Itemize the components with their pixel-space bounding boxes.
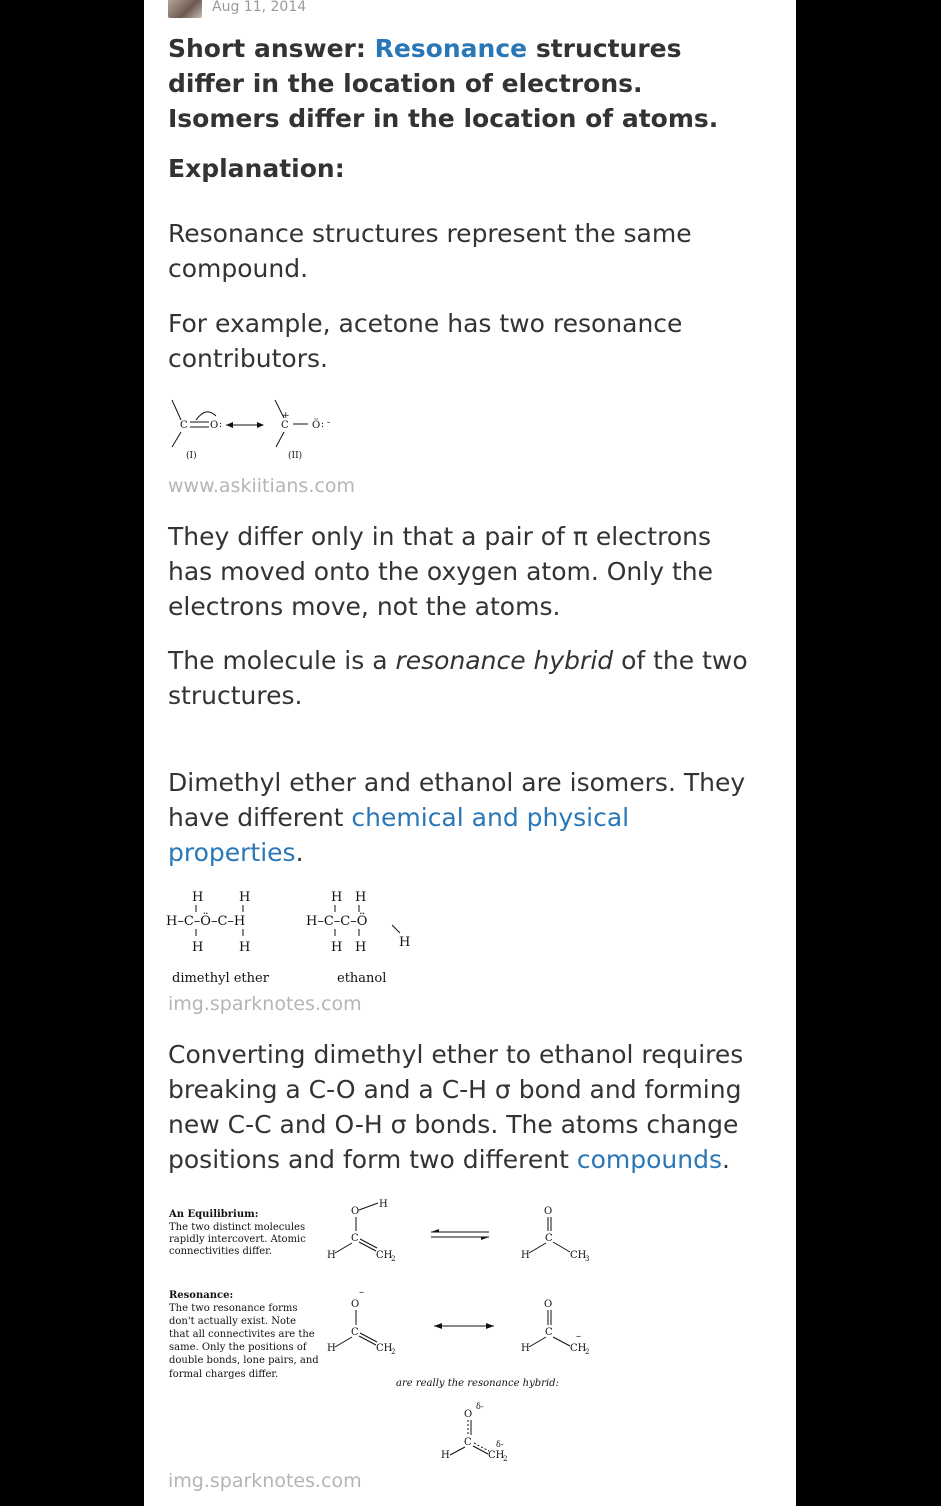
- svg-text:double bonds, lone pairs, and: double bonds, lone pairs, and: [169, 1355, 319, 1366]
- svg-text:H–C–C–Ö: H–C–C–Ö: [306, 914, 368, 929]
- svg-text:δ-: δ-: [476, 1402, 484, 1411]
- svg-text:connectivities differ.: connectivities differ.: [169, 1246, 273, 1257]
- image-source-3[interactable]: img.sparknotes.com: [168, 1470, 362, 1492]
- svg-text:–: –: [576, 1331, 581, 1342]
- svg-text:+: +: [282, 411, 290, 421]
- hybrid-caption: are really the resonance hybrid:: [396, 1378, 559, 1389]
- paragraph-6: Converting dimethyl ether to ethanol requires breaking a C-O and a C-H σ bond and forming new C-C and O-H σ bonds. The atoms change positions and form two different compounds.: [168, 1040, 744, 1174]
- fig1-label-i: (I): [186, 451, 197, 461]
- svg-text:CH: CH: [376, 1250, 393, 1261]
- svg-text:CH: CH: [570, 1250, 587, 1261]
- svg-text:O: O: [351, 1299, 360, 1310]
- svg-text:H: H: [379, 1199, 388, 1210]
- svg-text:H: H: [521, 1250, 530, 1261]
- svg-text:H: H: [331, 890, 343, 905]
- svg-text:H: H: [399, 935, 411, 950]
- properties-link[interactable]: chemical and physical properties: [168, 803, 630, 867]
- svg-text:H: H: [239, 940, 251, 955]
- label-ethanol: ethanol: [337, 971, 387, 986]
- paragraph-2: For example, acetone has two resonance contributors.: [168, 309, 683, 373]
- avatar[interactable]: [168, 0, 202, 18]
- explanation-heading: Explanation:: [168, 154, 345, 183]
- svg-text:C: C: [180, 420, 188, 431]
- svg-text:H: H: [331, 940, 343, 955]
- image-source-2[interactable]: img.sparknotes.com: [168, 993, 362, 1015]
- svg-text:same. Only the positions of: same. Only the positions of: [169, 1342, 307, 1353]
- svg-text:CH: CH: [376, 1343, 393, 1354]
- svg-text:The two distinct molecules: The two distinct molecules: [169, 1222, 306, 1233]
- svg-text:An Equilibrium:: An Equilibrium:: [169, 1209, 259, 1220]
- svg-text:C: C: [545, 1233, 553, 1244]
- svg-text:2: 2: [503, 1455, 508, 1463]
- svg-text:rapidly intercovert. Atomic: rapidly intercovert. Atomic: [169, 1234, 306, 1245]
- compounds-link[interactable]: compounds: [576, 1145, 722, 1174]
- svg-text:O: O: [210, 420, 219, 431]
- svg-text:O: O: [544, 1299, 553, 1310]
- fig1-label-ii: (II): [288, 451, 303, 461]
- svg-text:-: -: [327, 418, 331, 428]
- svg-text:H: H: [355, 940, 367, 955]
- svg-text:H: H: [192, 890, 204, 905]
- svg-text::: :: [321, 420, 325, 430]
- svg-text:H: H: [355, 890, 367, 905]
- answer-card: [144, 0, 796, 1506]
- svg-text:CH: CH: [570, 1343, 587, 1354]
- svg-text:–: –: [359, 1287, 364, 1298]
- svg-text:C: C: [545, 1327, 553, 1338]
- isomers-figure: [166, 885, 426, 990]
- short-answer: Short answer: Resonance structures differ in the location of electrons. Isomers differ in the location of atoms.: [168, 34, 719, 133]
- svg-text:3: 3: [585, 1255, 590, 1263]
- svg-text:H: H: [441, 1450, 450, 1461]
- paragraph-4: The molecule is a resonance hybrid of the two structures.: [168, 646, 748, 710]
- svg-text:don't actually exist. Note: don't actually exist. Note: [169, 1316, 296, 1327]
- svg-text:H: H: [521, 1343, 530, 1354]
- svg-text:2: 2: [391, 1348, 396, 1356]
- paragraph-5: Dimethyl ether and ethanol are isomers. They have different chemical and physical properties.: [168, 768, 746, 867]
- svg-text:O: O: [351, 1206, 360, 1217]
- label-dimethyl-ether: dimethyl ether: [172, 971, 269, 986]
- svg-text:H–C–Ö–C–H: H–C–Ö–C–H: [166, 914, 246, 929]
- svg-text:H: H: [192, 940, 204, 955]
- image-source-1[interactable]: www.askiitians.com: [168, 475, 355, 497]
- svg-text:δ-: δ-: [496, 1440, 504, 1449]
- answer-date: Aug 11, 2014: [212, 0, 307, 15]
- svg-text:that all connectivites are the: that all connectivites are the: [169, 1329, 315, 1340]
- paragraph-1: Resonance structures represent the same compound.: [168, 219, 692, 283]
- equilibrium-resonance-figure: [166, 1195, 606, 1470]
- svg-text:Ö: Ö: [312, 420, 321, 431]
- svg-text:formal charges differ.: formal charges differ.: [169, 1369, 279, 1380]
- svg-text:Resonance:: Resonance:: [169, 1290, 234, 1301]
- svg-text:2: 2: [585, 1348, 590, 1356]
- svg-text::: :: [219, 420, 223, 430]
- svg-text:C: C: [281, 420, 289, 431]
- acetone-resonance-figure: [166, 392, 346, 467]
- svg-text:CH: CH: [488, 1450, 505, 1461]
- resonance-link[interactable]: Resonance: [374, 34, 528, 63]
- svg-text:C: C: [464, 1437, 472, 1448]
- paragraph-3: They differ only in that a pair of π electrons has moved onto the oxygen atom. Only the electrons move, not the atoms.: [168, 522, 713, 621]
- answer-meta: [168, 0, 306, 20]
- svg-text:C: C: [351, 1327, 359, 1338]
- svg-text:C: C: [351, 1233, 359, 1244]
- svg-text:2: 2: [391, 1255, 396, 1263]
- svg-text:H: H: [327, 1343, 336, 1354]
- svg-text:H: H: [239, 890, 251, 905]
- svg-text:O: O: [464, 1409, 473, 1420]
- svg-text:H: H: [327, 1250, 336, 1261]
- svg-text:O: O: [544, 1206, 553, 1217]
- svg-text:The two resonance forms: The two resonance forms: [169, 1303, 298, 1314]
